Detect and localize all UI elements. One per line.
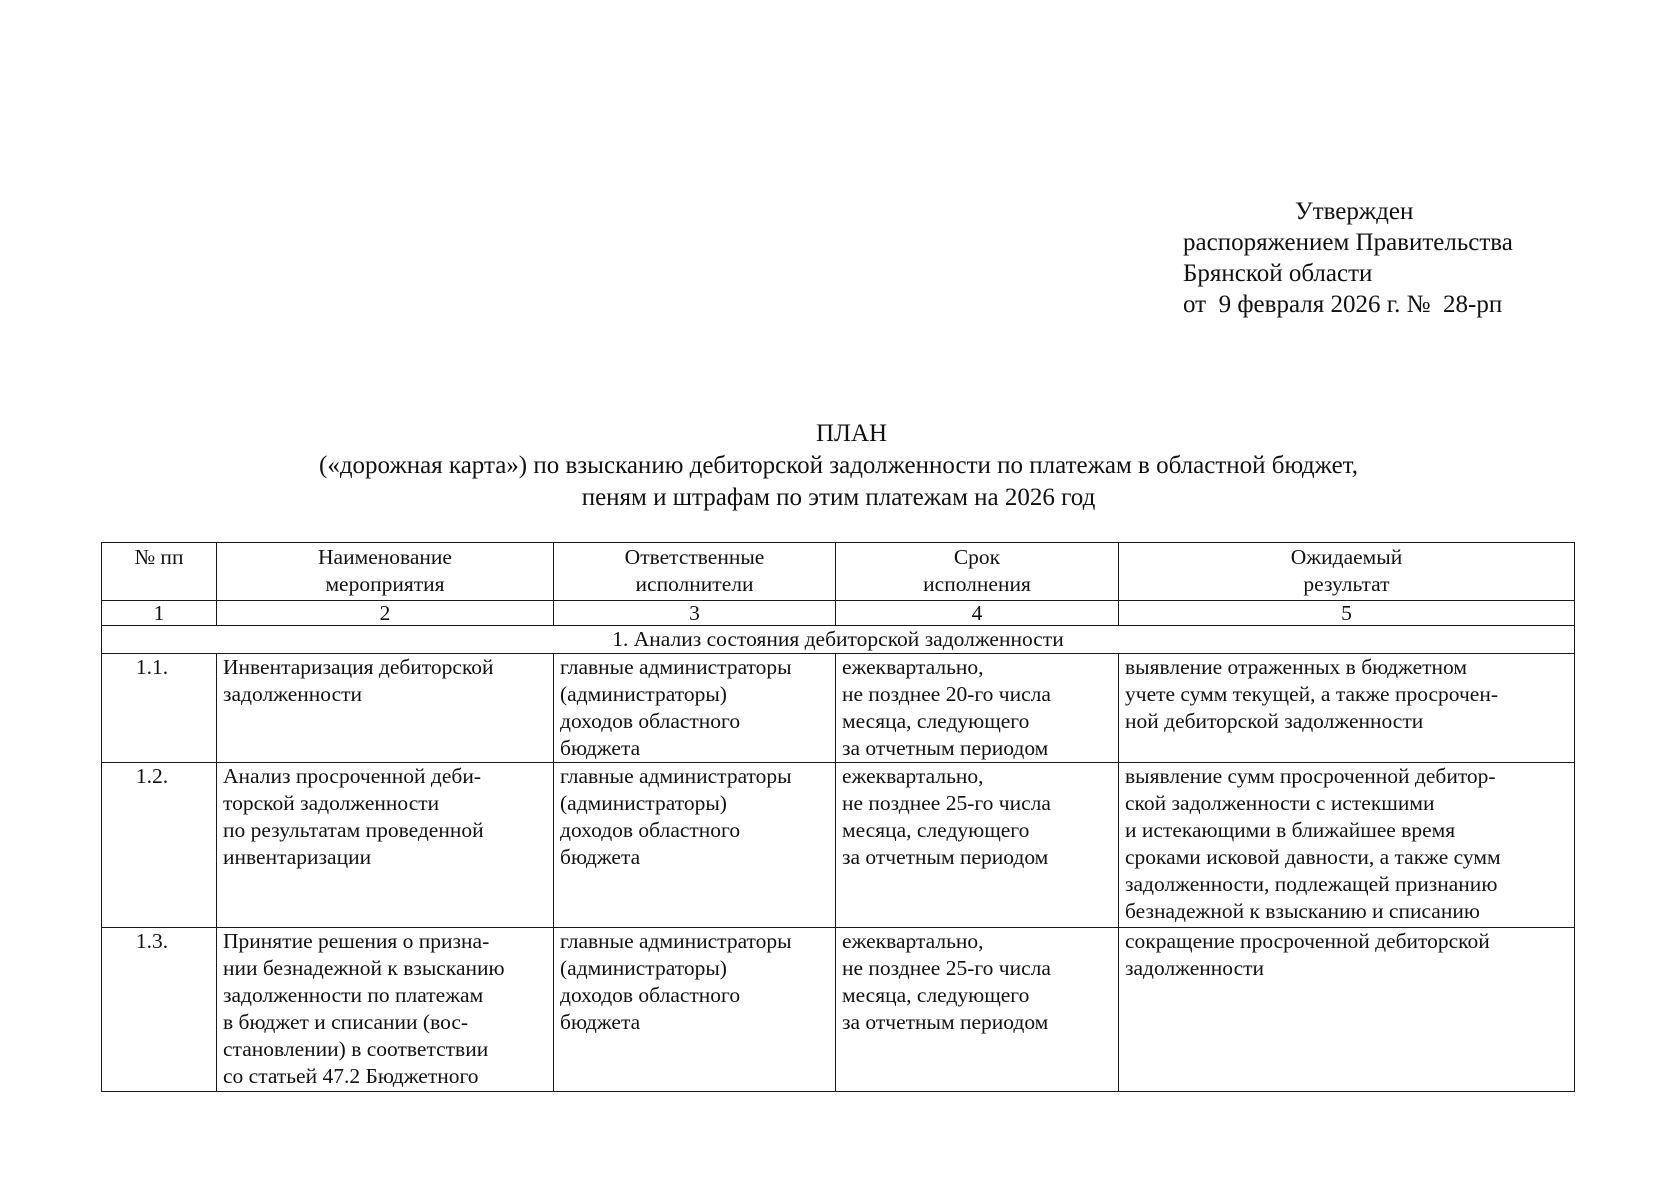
row-executors: главные администраторы (администраторы) доходов областного бюджета (554, 763, 836, 928)
row-number: 1.1. (102, 654, 217, 763)
row-name: Принятие решения о призна- нии безнадежной к взысканию задолженности по платежам в бюджет и списании (вос- становлении) в соответствии со статьей 47.2 Бюджетного (217, 928, 554, 1092)
header-cell-result: Ожидаемый результат (1119, 543, 1575, 601)
column-numbers-row (102, 601, 1575, 626)
row-executors: главные администраторы (администраторы) доходов областного бюджета (554, 928, 836, 1092)
approval-stamp (1183, 196, 1603, 320)
row-result: выявление отраженных в бюджетном учете сумм текущей, а также просрочен- ной дебиторской задолженности (1119, 654, 1575, 763)
header-cell-name: Наименование мероприятия (217, 543, 554, 601)
table-header-row (102, 543, 1575, 601)
table-row (102, 654, 1575, 763)
plan-table (101, 542, 1575, 1092)
row-number: 1.3. (102, 928, 217, 1092)
document-subtitle-line: пеням и штрафам по этим платежам на 2026 год (581, 484, 1096, 511)
approval-line: от 9 февраля 2026 г. № 28-рп (1183, 291, 1503, 318)
row-name: Инвентаризация дебиторской задолженности (217, 654, 554, 763)
row-deadline: ежеквартально, не позднее 25-го числа месяца, следующего за отчетным периодом (836, 928, 1119, 1092)
column-number: 3 (554, 601, 836, 626)
document-heading (0, 418, 1677, 514)
approval-line: распоряжением Правительства (1183, 229, 1513, 256)
column-number: 1 (102, 601, 217, 626)
row-result: сокращение просроченной дебиторской задолженности (1119, 928, 1575, 1092)
row-name: Анализ просроченной деби- торской задолженности по результатам проведенной инвентаризации (217, 763, 554, 928)
header-cell-number: № пп (102, 543, 217, 601)
table-row (102, 928, 1575, 1092)
column-number: 5 (1119, 601, 1575, 626)
table-row (102, 763, 1575, 928)
approval-line: Брянской области (1183, 260, 1373, 287)
header-cell-deadline: Срок исполнения (836, 543, 1119, 601)
approval-line: Утвержден (1295, 198, 1414, 225)
row-result: выявление сумм просроченной дебитор- ской задолженности с истекшими и истекающими в ближайшее время сроками исковой давности, а также сумм задолженности, подлежащей признанию безнадежной к взысканию и списанию (1119, 763, 1575, 928)
document-title: ПЛАН (815, 420, 888, 447)
column-number: 4 (836, 601, 1119, 626)
header-cell-executors: Ответственные исполнители (554, 543, 836, 601)
row-executors: главные администраторы (администраторы) доходов областного бюджета (554, 654, 836, 763)
document-subtitle-line: («дорожная карта») по взысканию дебиторской задолженности по платежам в областной бюджет, (319, 452, 1358, 479)
row-number: 1.2. (102, 763, 217, 928)
section-title: 1. Анализ состояния дебиторской задолженности (102, 626, 1575, 654)
row-deadline: ежеквартально, не позднее 25-го числа месяца, следующего за отчетным периодом (836, 763, 1119, 928)
column-number: 2 (217, 601, 554, 626)
row-deadline: ежеквартально, не позднее 20-го числа месяца, следующего за отчетным периодом (836, 654, 1119, 763)
section-row (102, 626, 1575, 654)
